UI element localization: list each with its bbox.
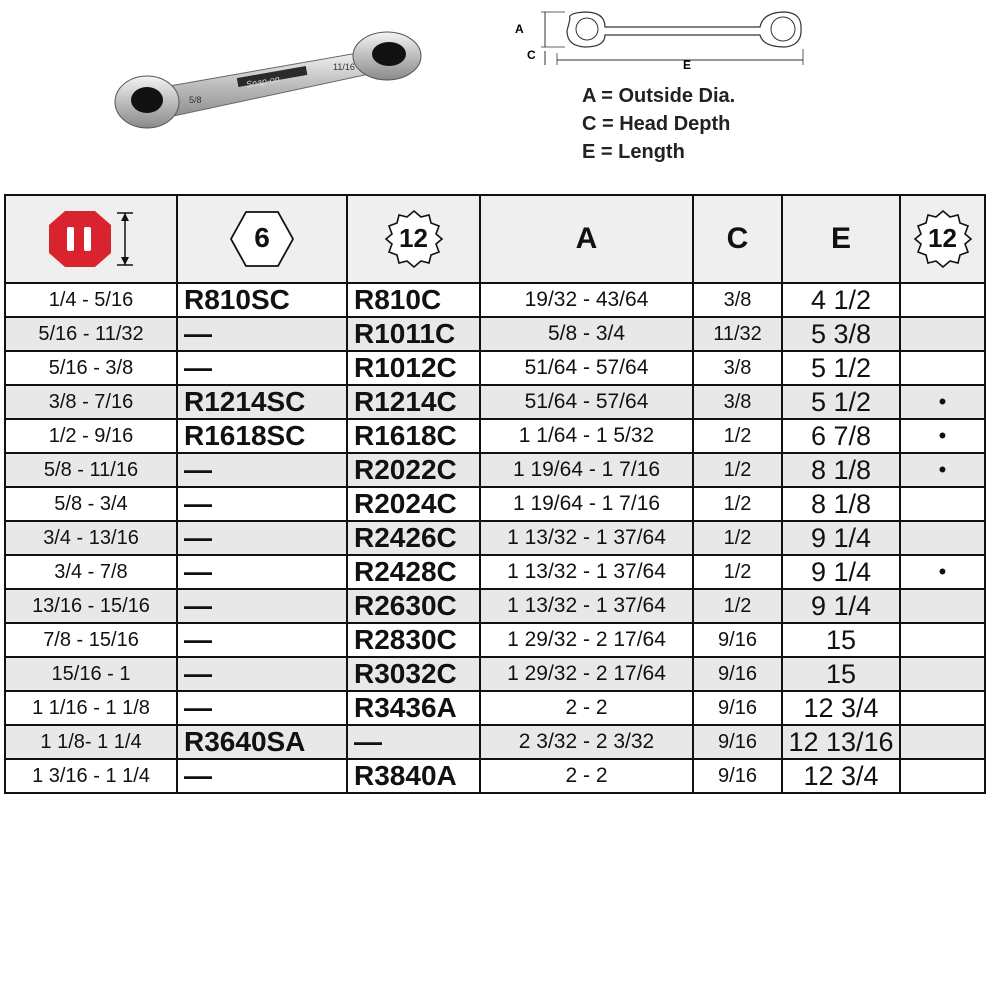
outside-dia-cell: 5/8 - 3/4 [480,317,693,351]
header-12-label: 12 [399,223,428,253]
length-cell: 5 1/2 [782,385,900,419]
table-row [5,351,985,385]
hex6-part-cell: — [177,521,347,555]
pt12-part-cell: R2426C [347,521,480,555]
pt12-part-cell: R1011C [347,317,480,351]
size-cell: 13/16 - 15/16 [5,589,177,623]
length-cell: 12 3/4 [782,759,900,793]
head-depth-cell: 9/16 [693,657,782,691]
outside-dia-cell: 1 1/64 - 1 5/32 [480,419,693,453]
size-cell: 1 1/16 - 1 1/8 [5,691,177,725]
spec-table [4,194,986,794]
pt12-part-cell: R2022C [347,453,480,487]
12-point-mark-cell [900,691,985,725]
wrench-brand-logo: Snap-on [245,73,281,90]
outside-dia-cell: 51/64 - 57/64 [480,351,693,385]
outside-dia-cell: 1 13/32 - 1 37/64 [480,589,693,623]
header-outside-dia: A [480,195,693,283]
size-cell: 1 3/16 - 1 1/4 [5,759,177,793]
hex6-part-cell: — [177,589,347,623]
length-cell: 5 3/8 [782,317,900,351]
header-6-point [177,195,347,283]
pt12-part-cell: R1618C [347,419,480,453]
12-point-mark-cell [900,623,985,657]
length-cell: 8 1/8 [782,453,900,487]
12-point-mark-cell [900,589,985,623]
pt12-part-cell: R2024C [347,487,480,521]
size-cell: 15/16 - 1 [5,657,177,691]
length-cell: 9 1/4 [782,589,900,623]
12-point-mark-cell: • [900,385,985,419]
head-depth-cell: 9/16 [693,725,782,759]
12-point-mark-cell: • [900,555,985,589]
12-point-mark-cell [900,487,985,521]
header-size [5,195,177,283]
table-row [5,555,985,589]
12-point-mark-cell [900,657,985,691]
table-row [5,589,985,623]
pt12-part-cell: R3032C [347,657,480,691]
hex6-part-cell: — [177,555,347,589]
header-12-point-mark [900,195,985,283]
length-cell: 6 7/8 [782,419,900,453]
head-depth-cell: 1/2 [693,487,782,521]
length-cell: 15 [782,657,900,691]
legend-outside-dia: A = Outside Dia. [582,85,736,107]
table-row [5,657,985,691]
head-depth-cell: 1/2 [693,589,782,623]
size-cell: 5/16 - 3/8 [5,351,177,385]
hex6-part-cell: — [177,623,347,657]
outside-dia-cell: 1 13/32 - 1 37/64 [480,521,693,555]
table-row [5,725,985,759]
length-cell: 12 13/16 [782,725,900,759]
length-cell: 5 1/2 [782,351,900,385]
hex6-part-cell: R1618SC [177,419,347,453]
hex6-part-cell: — [177,317,347,351]
head-depth-cell: 1/2 [693,521,782,555]
12-point-mark-cell [900,317,985,351]
head-depth-cell: 3/8 [693,283,782,317]
head-depth-cell: 9/16 [693,759,782,793]
hex6-part-cell: — [177,657,347,691]
pt12-part-cell: R810C [347,283,480,317]
table-row [5,487,985,521]
12-point-mark-cell: • [900,419,985,453]
hex6-part-cell: — [177,351,347,385]
size-cell: 3/4 - 13/16 [5,521,177,555]
head-depth-cell: 1/2 [693,555,782,589]
size-cell: 1 1/8- 1 1/4 [5,725,177,759]
header-12-mark-label: 12 [928,223,957,253]
pt12-part-cell: R3840A [347,759,480,793]
dimension-legend [582,82,735,166]
12-point-mark-cell [900,283,985,317]
outside-dia-cell: 2 - 2 [480,759,693,793]
12-point-mark-cell [900,351,985,385]
size-cell: 3/4 - 7/8 [5,555,177,589]
table-row [5,453,985,487]
wrench-right-size: 11/16 [333,62,355,72]
outside-dia-cell: 1 13/32 - 1 37/64 [480,555,693,589]
size-cell: 3/8 - 7/16 [5,385,177,419]
length-cell: 15 [782,623,900,657]
table-row [5,317,985,351]
wrench-left-size: 5/8 [189,95,202,105]
head-depth-cell: 9/16 [693,623,782,657]
pt12-part-cell: — [347,725,480,759]
head-depth-cell: 11/32 [693,317,782,351]
table-row [5,521,985,555]
head-depth-cell: 3/8 [693,385,782,419]
length-cell: 12 3/4 [782,691,900,725]
diagram-label-e: E [683,58,692,70]
outside-dia-cell: 1 19/64 - 1 7/16 [480,453,693,487]
hex6-part-cell: R3640SA [177,725,347,759]
legend-head-depth: C = Head Depth [582,113,731,135]
12-point-mark-cell: • [900,453,985,487]
table-row [5,283,985,317]
pt12-part-cell: R1012C [347,351,480,385]
outside-dia-cell: 51/64 - 57/64 [480,385,693,419]
table-row [5,623,985,657]
outside-dia-cell: 1 29/32 - 2 17/64 [480,657,693,691]
outside-dia-cell: 2 - 2 [480,691,693,725]
length-cell: 9 1/4 [782,521,900,555]
hex6-part-cell: R810SC [177,283,347,317]
table-row [5,691,985,725]
head-depth-cell: 1/2 [693,453,782,487]
pt12-part-cell: R2830C [347,623,480,657]
hex6-part-cell: — [177,453,347,487]
hex6-part-cell: — [177,691,347,725]
12-point-mark-cell [900,725,985,759]
header-head-depth: C [693,195,782,283]
pt12-part-cell: R3436A [347,691,480,725]
dimension-diagram [505,5,815,70]
diagram-label-c: C [527,48,536,62]
size-cell: 5/16 - 11/32 [5,317,177,351]
legend-length: E = Length [582,141,685,163]
size-cell: 1/2 - 9/16 [5,419,177,453]
head-depth-cell: 1/2 [693,419,782,453]
header-length: E [782,195,900,283]
size-cell: 5/8 - 3/4 [5,487,177,521]
hex6-part-cell: R1214SC [177,385,347,419]
outside-dia-cell: 19/32 - 43/64 [480,283,693,317]
wrench-photo [105,20,435,140]
12-point-mark-cell [900,759,985,793]
size-cell: 5/8 - 11/16 [5,453,177,487]
opening-size-icon [45,209,137,269]
size-cell: 7/8 - 15/16 [5,623,177,657]
outside-dia-cell: 2 3/32 - 2 3/32 [480,725,693,759]
12-point-mark-cell [900,521,985,555]
pt12-part-cell: R2630C [347,589,480,623]
length-cell: 4 1/2 [782,283,900,317]
outside-dia-cell: 1 29/32 - 2 17/64 [480,623,693,657]
table-row [5,419,985,453]
header-12-point [347,195,480,283]
head-depth-cell: 3/8 [693,351,782,385]
length-cell: 9 1/4 [782,555,900,589]
hex6-part-cell: — [177,759,347,793]
table-row [5,385,985,419]
outside-dia-cell: 1 19/64 - 1 7/16 [480,487,693,521]
table-header-row [5,195,985,283]
pt12-part-cell: R2428C [347,555,480,589]
header-6-label: 6 [254,222,270,253]
length-cell: 8 1/8 [782,487,900,521]
hex6-part-cell: — [177,487,347,521]
table-row [5,759,985,793]
pt12-part-cell: R1214C [347,385,480,419]
head-depth-cell: 9/16 [693,691,782,725]
size-cell: 1/4 - 5/16 [5,283,177,317]
diagram-label-a: A [515,22,524,36]
